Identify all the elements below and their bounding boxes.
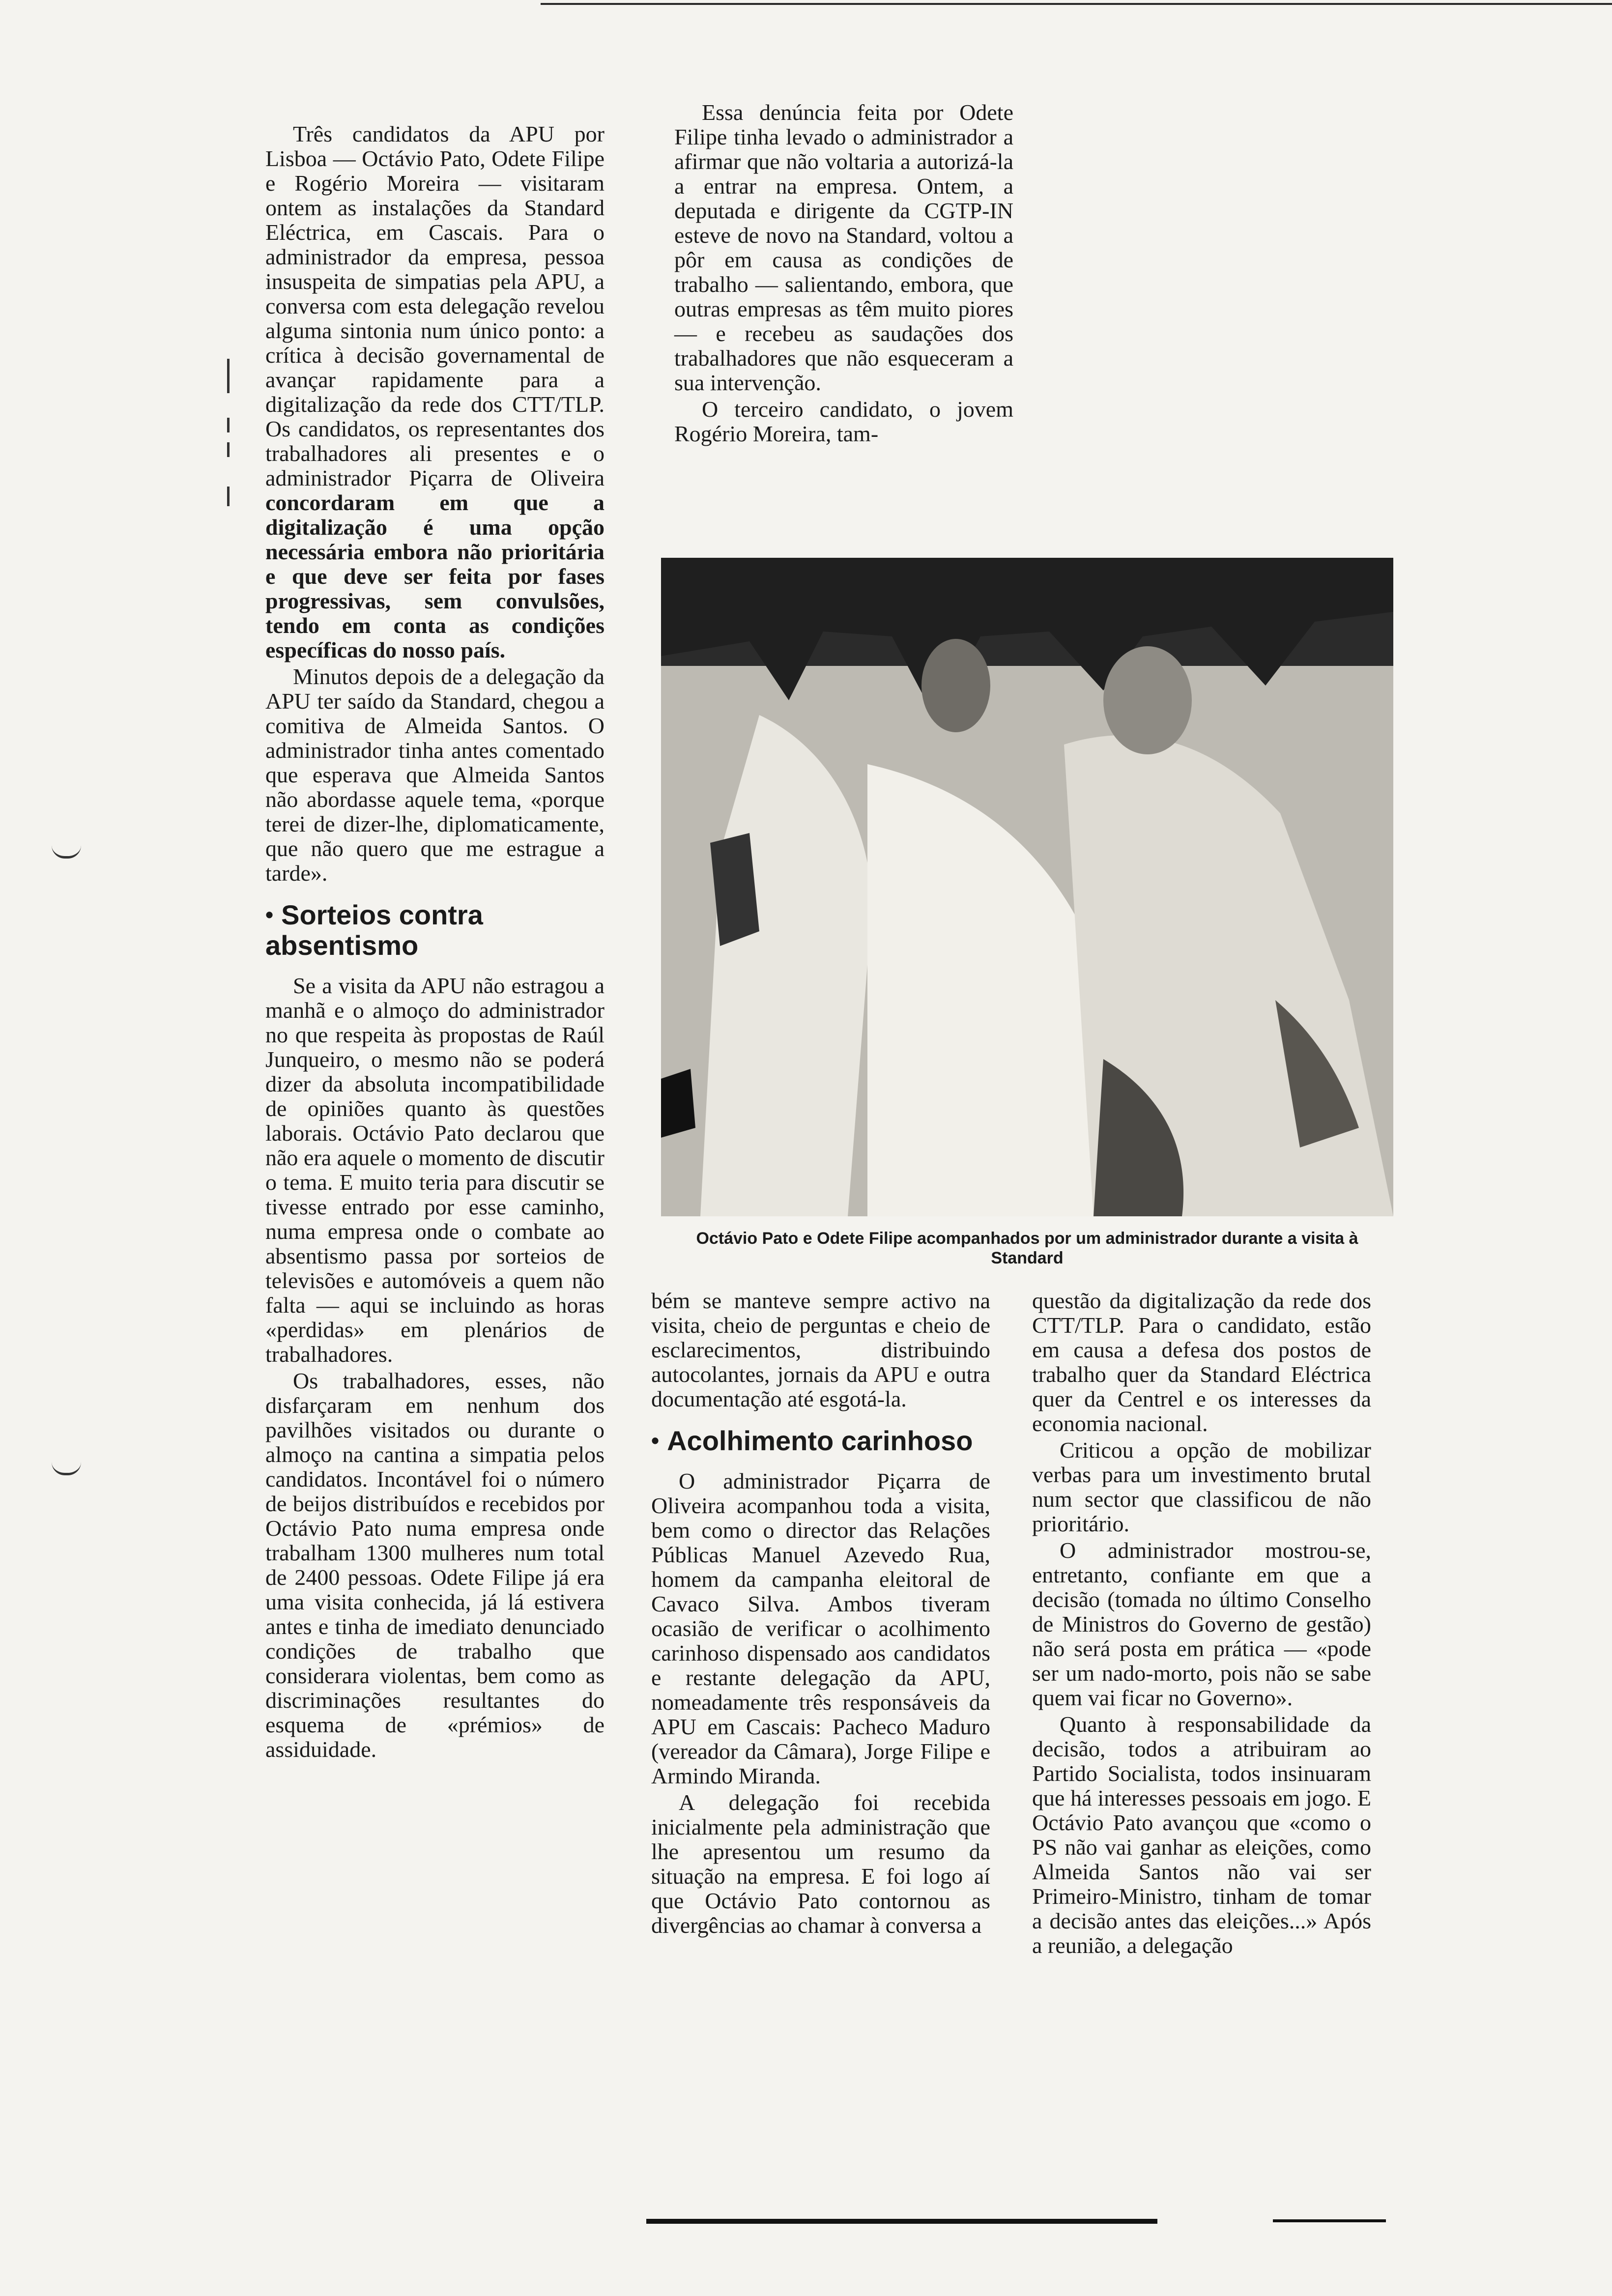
paragraph (265, 122, 604, 662)
paragraph: questão da digitalização da rede dos CTT/TLP. Para o candidato, estão em causa a defesa dos postos de trabalho quer da Standard Eléctrica quer da Centrel e os interesses da economia nacional. (1032, 1288, 1371, 1436)
photo-illustration (661, 558, 1393, 1216)
photo-caption: Octávio Pato e Odete Filipe acompanhados por um administrador durante a visita à Standard (696, 1229, 1358, 1267)
subheading-text: Acolhimento carinhoso (667, 1425, 973, 1456)
subheading-text: Sorteios contra absentismo (265, 899, 483, 961)
margin-tick-mark (227, 418, 230, 432)
bottom-rule (1273, 2219, 1386, 2222)
paragraph-bold-text: concordaram em que a digitalização é uma opção necessária embora não prioritária e que deve ser feita por fases progressivas, sem convulsões, tendo em conta as condições específicas do nosso país. (265, 490, 604, 662)
paragraph: Os trabalhadores, esses, não disfarçaram em nenhum dos pavilhões visitados ou durante o almoço na cantina a simpatia pelos candidatos. Incontável foi o número de beijos distribuídos e recebidos por Octávio Pato numa empresa onde trabalham 1300 mulheres num total de 2400 pessoas. Odete Filipe já era uma visita conhecida, já lá estivera antes e tinha de imediato denunciado condições de trabalho que considerara violentas, bem como as discriminações resultantes do esquema de «prémios» de assiduidade. (265, 1368, 604, 1762)
paragraph: A delegação foi recebida inicialmente pela administração que lhe apresentou um resumo da situação na empresa. E foi logo aí que Octávio Pato contornou as divergências ao chamar à conversa a (651, 1790, 990, 1938)
paragraph: Minutos depois de a delegação da APU ter saído da Standard, chegou a comitiva de Almeida Santos. O administrador tinha antes comentado que esperava que Almeida Santos não abordasse aquele tema, «porque terei de dizer-lhe, diplomaticamente, que não quero que me estrague a tarde». (265, 664, 604, 886)
subheading (265, 899, 604, 961)
margin-tick-mark (227, 442, 230, 457)
top-rule (541, 3, 1612, 5)
paragraph: O administrador Piçarra de Oliveira acompanhou toda a visita, bem como o director das Relações Públicas Manuel Azevedo Rua, homem da campanha eleitoral de Cavaco Silva. Ambos tiveram ocasião de verificar o acolhimento carinhoso dispensado aos candidatos e restante delegação da APU, nomeadamente três responsáveis da APU em Cascais: Pacheco Maduro (vereador da Câmara), Jorge Filipe e Armindo Miranda. (651, 1468, 990, 1788)
paragraph: Quanto à responsabilidade da decisão, todos a atribuiram ao Partido Socialista, todos insinuaram que há interesses pessoais em jogo. E Octávio Pato avançou que «como o PS não vai ganhar as eleições, como Almeida Santos não vai ser Primeiro-Ministro, tinham de tomar a decisão antes das eleições...» Após a reunião, a delegação (1032, 1712, 1371, 1958)
paragraph: Se a visita da APU não estragou a manhã e o almoço do administrador no que respeita às propostas de Raúl Junqueiro, o mesmo não se poderá dizer da absoluta incompatibilidade de opiniões quanto às questões laborais. Octávio Pato declarou que não era aquele o momento de discutir o tema. E muito teria para discutir se tivesse entrado por esse caminho, numa empresa onde o combate ao absentismo passa por sorteios de televisões e automóveis a quem não falta — aqui se incluindo as horas «perdidas» em plenários de trabalhadores. (265, 973, 604, 1367)
paragraph: O administrador mostrou-se, entretanto, confiante em que a decisão (tomada no último Conselho de Ministros do Governo de gestão) não será posta em prática — «pode ser um nado-morto, pois não se sabe quem vai ficar no Governo». (1032, 1538, 1371, 1710)
bullet-icon: • (265, 902, 274, 927)
article-column-4 (1032, 1289, 1371, 1958)
article-column-1 (265, 122, 604, 1762)
margin-tick-mark (227, 487, 230, 506)
paragraph-text: Três candidatos da APU por Lisboa — Octávio Pato, Odete Filipe e Rogério Moreira — visitaram ontem as instalações da Standard Eléctrica, em Cascais. Para o administrador da empresa, pessoa insuspeita de simpatias pela APU, a conversa com esta delegação revelou alguma sintonia num único ponto: a crítica à decisão governamental de avançar rapidamente para a digitalização da rede dos CTT/TLP. Os candidatos, os representantes dos trabalhadores ali presentes e o administrador Piçarra de Oliveira (265, 121, 604, 490)
article-photo (661, 558, 1393, 1216)
paragraph: Essa denúncia feita por Odete Filipe tinha levado o administrador a afirmar que não voltaria a autorizá-la a entrar na empresa. Ontem, a deputada e dirigente da CGTP-IN esteve de novo na Standard, voltou a pôr em causa as condições de trabalho — salientando, embora, que outras empresas as têm muito piores — e recebeu as saudações dos trabalhadores que não esqueceram a sua intervenção. (674, 100, 1013, 395)
paragraph: Criticou a opção de mobilizar verbas para um investimento brutal num sector que classificou de não prioritário. (1032, 1437, 1371, 1536)
subheading (651, 1425, 990, 1456)
paragraph: bém se manteve sempre activo na visita, cheio de perguntas e cheio de esclarecimentos, distribuindo autocolantes, jornais da APU e outra documentação até esgotá-la. (651, 1288, 990, 1411)
margin-tick-mark (227, 359, 230, 393)
article-column-3 (651, 1289, 990, 1938)
bottom-rule (646, 2219, 1157, 2224)
article-column-2 (674, 100, 1013, 446)
paragraph: O terceiro candidato, o jovem Rogério Moreira, tam- (674, 397, 1013, 446)
margin-hole-punch-mark (52, 1462, 81, 1475)
margin-hole-punch-mark (52, 845, 81, 859)
bullet-icon: • (651, 1428, 660, 1453)
